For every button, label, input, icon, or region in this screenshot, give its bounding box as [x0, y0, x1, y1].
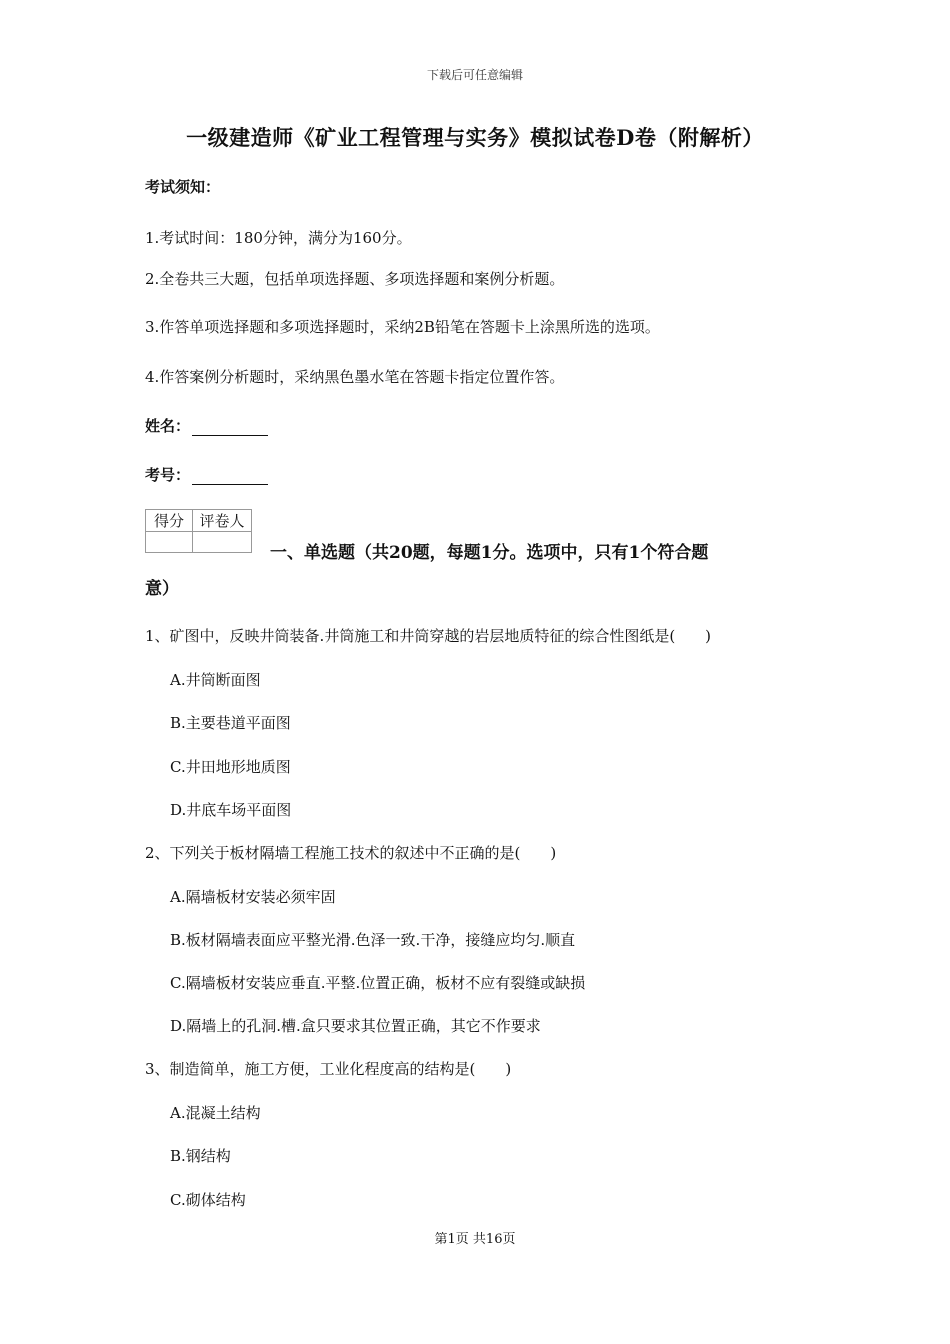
name-blank[interactable] — [192, 419, 268, 436]
name-label: 姓名： — [145, 417, 191, 435]
score-table — [145, 509, 252, 553]
question-option: B.板材隔墙表面应平整光滑.色泽一致.干净，接缝应均匀.顺直 — [170, 931, 576, 949]
instruction-item: 3.作答单项选择题和多项选择题时，采纳2B铅笔在答题卡上涂黑所选的选项。 — [145, 318, 660, 336]
exam-number-field — [145, 464, 268, 485]
question-stem: 1、矿图中，反映井筒装备.井筒施工和井筒穿越的岩层地质特征的综合性图纸是( ) — [145, 627, 712, 645]
question-option: B.主要巷道平面图 — [170, 714, 291, 732]
question-stem: 3、制造简单，施工方便，工业化程度高的结构是( ) — [145, 1060, 512, 1078]
question-option: A.混凝土结构 — [170, 1104, 261, 1122]
score-header: 得分 — [146, 510, 193, 532]
score-cell — [146, 532, 193, 553]
instruction-item: 2.全卷共三大题，包括单项选择题、多项选择题和案例分析题。 — [145, 270, 565, 288]
section-title: 一、单选题（共20题，每题1分。选项中，只有1个符合题 — [270, 543, 709, 563]
grader-cell — [193, 532, 252, 553]
question-option: C.隔墙板材安装应垂直.平整.位置正确，板材不应有裂缝或缺损 — [170, 974, 586, 992]
instruction-item: 1.考试时间：180分钟，满分为160分。 — [145, 229, 412, 247]
grader-header: 评卷人 — [193, 510, 252, 532]
section-title-continued: 意） — [145, 579, 179, 599]
question-option: C.砌体结构 — [170, 1191, 246, 1209]
instruction-item: 4.作答案例分析题时，采纳黑色墨水笔在答题卡指定位置作答。 — [145, 368, 565, 386]
exam-number-label: 考号： — [145, 466, 191, 484]
header-note: 下载后可任意编辑 — [426, 68, 523, 82]
exam-number-blank[interactable] — [192, 468, 268, 485]
question-option: C.井田地形地质图 — [170, 758, 291, 776]
question-stem: 2、下列关于板材隔墙工程施工技术的叙述中不正确的是( ) — [145, 844, 557, 862]
name-field — [145, 415, 268, 436]
question-option: A.隔墙板材安装必须牢固 — [170, 888, 336, 906]
question-option: D.井底车场平面图 — [170, 801, 292, 819]
question-option: D.隔墙上的孔洞.槽.盒只要求其位置正确，其它不作要求 — [170, 1017, 541, 1035]
question-option: B.钢结构 — [170, 1147, 231, 1165]
page-footer: 第1页 共16页 — [434, 1232, 516, 1247]
notice-heading: 考试须知： — [145, 178, 221, 196]
page-title: 一级建造师《矿业工程管理与实务》模拟试卷D卷（附解析） — [186, 125, 764, 150]
question-option: A.井筒断面图 — [170, 671, 261, 689]
